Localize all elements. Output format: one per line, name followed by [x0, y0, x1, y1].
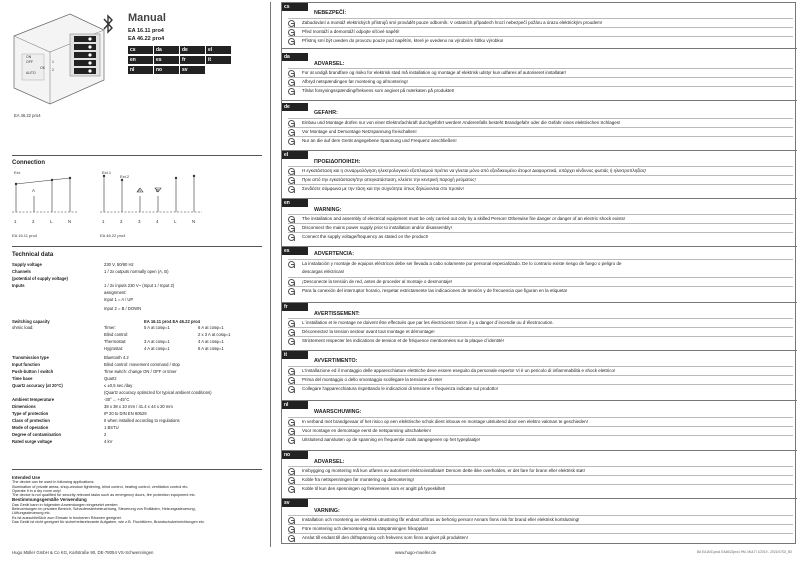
warning-bullet-icon [288, 177, 295, 184]
warning-cs [282, 3, 797, 49]
warning-text: Zabudování a montáž elektrických přístrojů smí provádět pouze odborník. V ostatních případech hrozí nebezpečí požáru a úrazu elektrickým proudem! [302, 20, 603, 26]
warning-text: Πριν από την εγκατάσταση/την απεγκατάσταση, κλείστε την κεντρική παροχή ρεύματος! [302, 177, 476, 183]
warning-text: The installation and assembly of electrical equipment must be only carried out only by a skilled Person! Otherwise fire danger or danger of an electric shock exists! [302, 216, 626, 222]
warning-line [288, 86, 793, 95]
warning-text: Nur an die auf dem Gerät angegebene Spannung und Frequenz anschließen! [302, 138, 457, 144]
wiring-left-tl: L [50, 219, 53, 224]
footer-doc-id: BA EA16/11pro4 EA46/22pro4 HM, MULTI 1/2019 - 2021/07/02_B3 [697, 550, 792, 554]
warning-bullet-icon [288, 517, 295, 524]
warning-text: Collegare l'apparecchiatura rispettando le indicazioni di tensione e frequenza indicate sul prodotto! [302, 386, 498, 392]
warning-bullet-icon [288, 234, 295, 241]
tech-val: 4 kV [104, 439, 113, 444]
warning-text: Strictement respecter les indications de tension et de fréquence mentionnées sur la plaque d´identité! [302, 338, 504, 344]
warning-code: da [282, 53, 308, 61]
tech-val: IP 20 to DIN EN 60529 [104, 411, 147, 416]
switch-cell: 3 A at cosφ=1 [144, 339, 170, 344]
divider-line [12, 246, 262, 247]
warning-line [288, 127, 793, 136]
switch-cell: 6 A at cosφ=1 [198, 346, 224, 351]
warning-text: Před montáží a demontáží odpojte síťové napětí! [302, 29, 400, 35]
warning-title: NEBEZPEČÍ: [314, 10, 347, 16]
intended-line-de: Das Gerät kann in folgenden Anwendungen eingesetzt werden: [12, 502, 119, 507]
warning-title: AVVERTIMENTO: [314, 358, 358, 364]
warning-code: sv [282, 499, 308, 507]
warning-bullet-icon [288, 79, 295, 86]
warning-bullet-icon [288, 486, 295, 493]
divider-line [12, 469, 262, 470]
warning-bullet-icon [288, 29, 295, 36]
tech-val: ≤ ±0,5 sec./day [104, 383, 133, 388]
warning-code: nl [282, 401, 308, 409]
tech-key: (potential of supply voltage) [12, 276, 68, 281]
lang-cs: cs [128, 46, 153, 54]
warning-en [282, 199, 797, 247]
warning-line [288, 268, 793, 277]
device-label-off: OFF [26, 60, 33, 64]
switch-cell: Thermostat: [104, 339, 127, 344]
lang-es: es [154, 56, 179, 64]
warning-code: fr [282, 303, 308, 311]
warning-code: de [282, 103, 308, 111]
warning-line [288, 166, 793, 175]
wiring-right-t4: 4 [156, 219, 159, 224]
warning-bullet-icon [288, 377, 295, 384]
tech-sub: ohmic load: [12, 325, 34, 330]
warning-text: Innbygging og montering må kun utføres av autorisert elektroinstallatør! Dersom dette ikke overholdes, er det fare for brann eller elektrisk støt! [302, 468, 585, 474]
warning-bullet-icon [288, 535, 295, 542]
lang-it: it [206, 56, 231, 64]
tech-key: Transmission type [12, 355, 49, 360]
tech-key: Class of protection [12, 418, 50, 423]
lang-el: el [206, 46, 231, 54]
wiring-right-t3: 3 [138, 219, 141, 224]
warning-line [288, 136, 793, 145]
warning-line [288, 214, 793, 223]
warning-bullet-icon [288, 468, 295, 475]
lang-en: en [128, 56, 153, 64]
intended-line: The device is not qualified for security relevant tasks such as emergency doors, fire protection equipment etc. [12, 493, 196, 498]
tech-val: assignment: [104, 290, 127, 295]
wiring-right-caption: EA 46.22 pro4 [100, 233, 126, 238]
warning-line [288, 475, 793, 484]
warning-no [282, 451, 797, 499]
warning-text: Tilslut forsyningsspænding/frekvens som angivet på mærkaten på produktet! [302, 88, 455, 94]
warning-bullet-icon [288, 428, 295, 435]
warning-line [288, 286, 793, 295]
warning-text: Connect the supply voltage/frequency as stated on the product! [302, 234, 429, 240]
warning-line [288, 366, 793, 375]
wiring-right-ext2: Ext.2 [120, 174, 130, 179]
warning-bullet-icon [288, 477, 295, 484]
warning-bullet-icon [288, 437, 295, 444]
intended-line: Operate it in a dry room only! [12, 488, 61, 493]
tech-val: Blind control: movement command / stop [104, 362, 180, 367]
warning-text: Přístroj smí být uveden do provozu pouze pod napětím, které je uvedeno na výrobním štítku výrobku! [302, 38, 504, 44]
tech-key: Supply voltage [12, 262, 42, 267]
warning-text: Déconnectez la tension secteur avant tout montage et démontage! [302, 329, 435, 335]
tech-val: 1 / 2x inputs 230 V~ (Input 1 / Input 2) [104, 283, 175, 288]
warning-line [288, 27, 793, 36]
warning-text: Afbryd netspændingen før montering og afmontering! [302, 79, 408, 85]
switch-cell: 5 A at cosφ=1 [144, 325, 170, 330]
warning-text: L'installazione ed il montaggio delle apparecchiature elettriche deve essere eseguito da personale esperto! Vi è un pericolo di infiammabilità e shock elettrico! [302, 368, 616, 374]
warning-title: WARNING: [314, 207, 342, 213]
switch-cell: 4 A at cosφ=1 [144, 346, 170, 351]
warning-da [282, 53, 797, 101]
warning-bullet-icon [288, 386, 295, 393]
warning-line [288, 223, 793, 232]
switch-cell: 2 x 3 A at cosφ=1 [198, 332, 231, 337]
tech-val: -30° ... +45°C [104, 397, 130, 402]
intended-line-de: Es ist ausschließlich zum Einsatz in trockenen Räumen geeignet. [12, 515, 122, 520]
warning-line [288, 36, 793, 45]
tech-val: 2 [104, 432, 107, 437]
warning-es [282, 247, 797, 303]
tech-key: Input function [12, 362, 40, 367]
warning-bullet-icon [288, 368, 295, 375]
warning-title: VARNING: [314, 508, 340, 514]
language-row-3 [128, 66, 205, 74]
device-label-1: 1 [52, 60, 54, 64]
tech-val: Quartz [104, 376, 117, 381]
technical-title: Technical data [12, 252, 54, 258]
warning-line [288, 318, 793, 327]
intended-line: The device can be used in following applications: [12, 480, 95, 485]
lang-fr: fr [180, 56, 205, 64]
tech-key: Channels [12, 269, 31, 274]
warning-code: es [282, 247, 308, 255]
bluetooth-icon [101, 14, 115, 34]
tech-val: 1 BSTU [104, 425, 119, 430]
lang-no: no [154, 66, 179, 74]
warning-line [288, 18, 793, 27]
warning-text: Η εγκατάσταση και η συναρμολόγηση ηλεκτρολογικού εξοπλισμού πρέπει να γίνεται μόνο από εξειδικευμένο άτομο! Διαφορετικά, υπάρχει κίνδυνος φωτιάς ή ηλεκτροπληξίας! [302, 168, 647, 174]
device-illustration [8, 6, 108, 108]
tech-key: Quartz accuracy (at 20°C) [12, 383, 63, 388]
wiring-right-ext1: Ext.1 [102, 170, 112, 175]
warning-text: L´installation et le montage ne doivent être effectués que par les électriciens! Sinon il y a danger d´incendie ou d´électrocution. [302, 320, 554, 326]
warning-text: Före montering och demontering ska nätspänningen frikopplas! [302, 526, 429, 532]
warning-text: Prima del montaggio o dello smontaggio scollegare la tensione di rete! [302, 377, 443, 383]
tech-key: Ambient temperature [12, 397, 55, 402]
tech-key: Mode of operation [12, 425, 49, 430]
warning-title: ΠΡΟΕΙΔΟΠΟΙΗΣΗ: [314, 159, 361, 165]
tech-val: 38 x 38 x 10 mm / 41.4 x 44 x 20 mm [104, 404, 173, 409]
warning-text: Koble fra nettspenningen før montering og demontering! [302, 477, 414, 483]
warning-title: WAARSCHUWING: [314, 409, 362, 415]
warning-nl [282, 401, 797, 451]
warning-text: In verband met brandgevaar of het risico op een elektrische schok dient inbouw en montage uitsluitend door een elektro vakman te geschieden! [302, 419, 588, 425]
warning-line [288, 232, 793, 241]
warning-text: Anslut till endast till den driftspänning och frekvens som finns angivet på produkten! [302, 535, 468, 541]
warning-bullet-icon [288, 419, 295, 426]
intended-line-de: Lüftungssteuerung etc. [12, 511, 51, 516]
switch-cell: Hygrostat: [104, 346, 124, 351]
warning-bullet-icon [288, 329, 295, 336]
warning-line [288, 466, 793, 475]
wiring-right-tn: N [192, 219, 196, 224]
warning-code: no [282, 451, 308, 459]
warning-line [288, 277, 793, 286]
warning-text: Einbau und Montage dürfen nur von einer Elektrofachkraft durchgeführt werden! Anderenfalls besteht Brandgefahr oder die Gefahr eines elektrischen Schlages! [302, 120, 621, 126]
tech-val: Bluetooth 4.2 [104, 355, 129, 360]
warning-line [288, 426, 793, 435]
warning-text: La instalación y montaje de equipos eléctricos debe ser llevada a cabo solamente por personal especializado. De lo contrario existe riesgo de fuego o peligro de [302, 261, 622, 267]
lang-de: de [180, 46, 205, 54]
wiring-right-t1: 1 [102, 219, 105, 224]
warning-bullet-icon [288, 288, 295, 295]
warning-line [288, 336, 793, 345]
warning-line [288, 484, 793, 493]
warning-code: en [282, 199, 308, 207]
warning-line [288, 175, 793, 184]
warning-bullet-icon [288, 88, 295, 95]
tech-val: Input 1 = A / UP [104, 297, 134, 302]
intended-title-de: Bestimmungsgemäße Verwendung [12, 497, 87, 503]
warning-line [288, 77, 793, 86]
tech-key: Rated surge voltage [12, 439, 53, 444]
warning-sv [282, 499, 797, 545]
connection-title: Connection [12, 160, 45, 166]
tech-val: (Quartz accuracy optimized for typical ambient conditions) [104, 390, 212, 395]
warning-bullet-icon [288, 186, 295, 193]
warning-line [288, 68, 793, 77]
device-label-2: 2 [52, 68, 54, 72]
wiring-right-tl: L [174, 219, 177, 224]
warning-line [288, 259, 793, 268]
warning-title: ADVERTENCIA: [314, 251, 355, 257]
tech-val: Input 2 = B / DOWN [104, 306, 142, 311]
switch-cell: 6 A at cosφ=1 [198, 325, 224, 330]
warning-bullet-icon [288, 526, 295, 533]
left-column [0, 0, 270, 567]
wiring-right-a: A [138, 188, 142, 193]
intended-line-de: Beleuchtungen im privaten Bereich, Schaufensterbeleuchtung, Steuerung von Rollläden, Heizungssteuerung, [12, 507, 196, 512]
warning-el [282, 151, 797, 199]
wiring-left-a: A [32, 188, 36, 193]
warning-text: descargas eléctricas! [302, 269, 345, 275]
warning-text: Συνδέστε σύμφωνα με την τάση και την συχνότητα όπως δηλώνονται στο προϊόν! [302, 186, 464, 192]
tech-key: Time base [12, 376, 33, 381]
warning-de [282, 103, 797, 151]
warning-line [288, 515, 793, 524]
intended-title: Intended Use [12, 475, 41, 480]
warning-text: Uitsluitend aansluiten op de spanning en frequentie zoals aangegeven op het typeplaatje! [302, 437, 481, 443]
warning-code: cs [282, 3, 308, 11]
warning-bullet-icon [288, 216, 295, 223]
warning-text: Vor Montage und Demontage Netzspannung freischalten! [302, 129, 417, 135]
warning-title: GEFAHR: [314, 110, 338, 116]
warning-text: Koble til kun den spenningen og frekvensen som er angitt på typeskiltet! [302, 486, 446, 492]
tech-key: Inputs [12, 283, 25, 288]
warning-text: Installation och montering av elektrisk utrustning får endast utföras av behörig person! Annars finns risk för brand eller elektrisk kortslutning! [302, 517, 580, 523]
warning-line [288, 533, 793, 542]
warning-bullet-icon [288, 338, 295, 345]
warning-bullet-icon [288, 138, 295, 145]
warning-bullet-icon [288, 168, 295, 175]
tech-key: Push-button / switch [12, 369, 54, 374]
tech-val: Time switch: change ON / OFF or timer [104, 369, 177, 374]
switch-cell: 4 A at cosφ=1 [198, 339, 224, 344]
warning-bullet-icon [288, 225, 295, 232]
device-caption: EA 46.22 pro4 [14, 113, 41, 118]
intended-line: Illumination of private areas, shop-window lightening, blind control, heating control, ventilation control etc. [12, 484, 189, 489]
lang-da: da [154, 46, 179, 54]
divider-line [12, 155, 262, 156]
manual-title: Manual [128, 12, 166, 24]
warning-title: AVERTISSEMENT: [314, 311, 360, 317]
warning-line [288, 184, 793, 193]
warning-bullet-icon [288, 70, 295, 77]
column-divider [270, 2, 271, 547]
warning-line [288, 417, 793, 426]
warning-line [288, 327, 793, 336]
warning-bullet-icon [288, 38, 295, 45]
warning-bullet-icon [288, 261, 295, 268]
warning-text: Voor montage en demontage eerst de netspanning uitschakelen! [302, 428, 431, 434]
warning-code: it [282, 351, 308, 359]
switching-header: EA 16.11 pro4 EA 46.22 pro4 [144, 319, 201, 324]
warning-line [288, 118, 793, 127]
tech-key: Switching capacity [12, 319, 50, 324]
model-1: EA 16.11 pro4 [128, 28, 164, 34]
wiring-right-t2: 2 [120, 219, 123, 224]
footer-website: www.hugo-mueller.de [395, 550, 437, 555]
intended-use [12, 476, 267, 524]
wiring-left-ext: Ext. [14, 170, 21, 175]
warning-bullet-icon [288, 120, 295, 127]
wiring-left-caption: EA 16.11 pro4 [12, 233, 38, 238]
warning-line [288, 524, 793, 533]
warning-bullet-icon [288, 279, 295, 286]
device-label-auto: AUTO [26, 71, 36, 75]
warning-title: ADVARSEL: [314, 61, 345, 67]
warning-line [288, 384, 793, 393]
lang-sv: sv [180, 66, 205, 74]
tech-key: Type of protection [12, 411, 49, 416]
device-label-ok: OK [40, 66, 46, 70]
warning-code: el [282, 151, 308, 159]
wiring-left-t2: 2 [32, 219, 35, 224]
lang-nl: nl [128, 66, 153, 74]
warning-line [288, 435, 793, 444]
footer-company: Hugo Müller GmbH & Co KG, Karlstraße 90, DE-78054 VS-Schwenningen [12, 550, 154, 555]
language-row-1 [128, 46, 231, 54]
warning-text: For at undgå brandfare og risiko for elektrisk stød må installation og montage af elektrisk udstyr kun udføres af autoriseret installatør! [302, 70, 567, 76]
warning-title: ADVARSEL: [314, 459, 345, 465]
warning-line [288, 375, 793, 384]
tech-val: 1 / 2x outputs normally open (A, B) [104, 269, 169, 274]
tech-key: Dimensions [12, 404, 36, 409]
warning-bullet-icon [288, 20, 295, 27]
warning-text: Disconnect the mains power supply prior to installation and/or disassembly! [302, 225, 452, 231]
wiring-left-t1: 1 [14, 219, 17, 224]
warning-fr [282, 303, 797, 351]
tech-val: II when installed according to regulations [104, 418, 180, 423]
wiring-right-b: B [156, 188, 160, 193]
warnings-panel [281, 2, 796, 544]
warning-text: ¡Desconecte la tensión de red, antes de proceder al montaje o desmontaje! [302, 279, 453, 285]
warning-bullet-icon [288, 320, 295, 327]
warning-text: Para la conexión del interruptor horario, respetar estrictamente las indicaciones de tensión y de frecuencia que figuran en la etiqueta! [302, 288, 568, 294]
tech-val: 230 V, 50/60 Hz [104, 262, 134, 267]
device-label-on: ON [26, 55, 32, 59]
switch-cell: Timer: [104, 325, 116, 330]
warning-it [282, 351, 797, 401]
language-row-2 [128, 56, 231, 64]
switch-cell: Blind control: [104, 332, 129, 337]
intended-line-de: Das Gerät ist nicht geeignet für sicherheitsrelevante Aufgaben, wie z.B. Fluchttüren, Brandschutzeinrichtungen etc. [12, 519, 205, 524]
warning-bullet-icon [288, 129, 295, 136]
tech-key: Degree of contamination [12, 432, 62, 437]
wiring-left-tn: N [68, 219, 72, 224]
model-2: EA 46.22 pro4 [128, 36, 165, 42]
